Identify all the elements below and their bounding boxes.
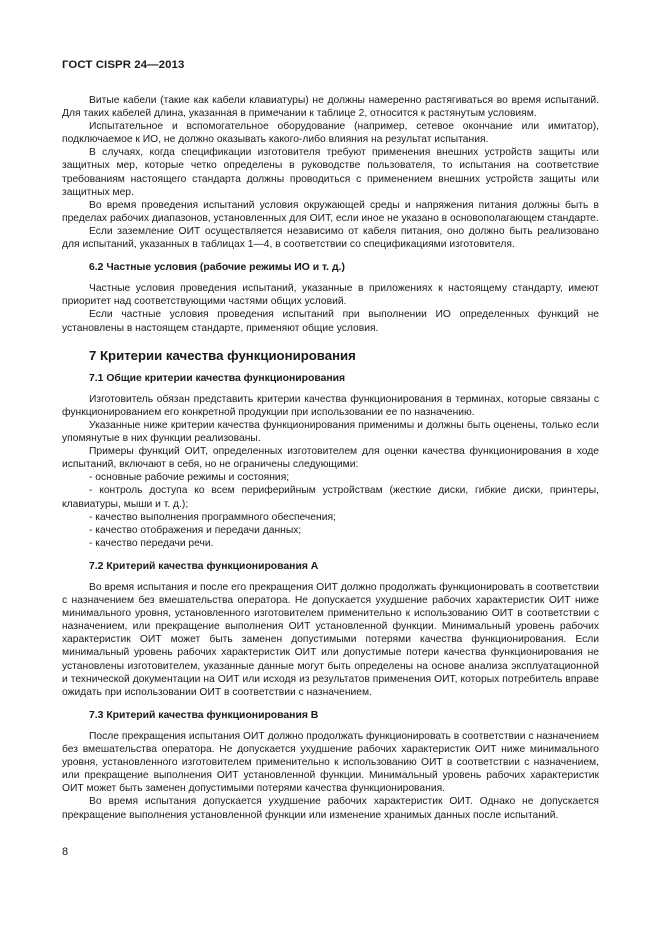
list-item: - контроль доступа ко всем периферийным устройствам (жесткие диски, гибкие диски, принтеры, клавиатуры, мыши и т. д.); [62, 485, 599, 510]
paragraph: Частные условия проведения испытаний, указанные в приложениях к настоящему стандарту, имеют приоритет над соответствующими частями общих условий. [62, 283, 599, 308]
paragraph: Изготовитель обязан представить критерии качества функционирования в терминах, которые связаны с функционированием его конкретной продукции при использовании ее по назначению. [62, 393, 599, 418]
section-heading-7-1: 7.1 Общие критерии качества функционирования [89, 372, 346, 384]
paragraph: Во время испытания допускается ухудшение рабочих характеристик ОИТ. Однако не допускается прекращение выполнения установленной функции или изменение хранимых данных после испытаний. [62, 796, 599, 821]
section-heading-7-2: 7.2 Критерий качества функционирования А [89, 560, 319, 572]
section-heading-7-3: 7.3 Критерий качества функционирования В [89, 709, 319, 721]
paragraph: Во время испытания и после его прекращения ОИТ должно продолжать функционировать в соответствии с назначением без вмешательства оператора. Не допускается ухудшение рабочих характеристик ОИТ ниже минимального уровня, установленного изготовителем применительно к использованию ОИТ в соответствии с назначением, или прекращение выполнения ОИТ установленной функции. Минимальный уровень рабочих характеристик ОИТ может быть заменен допустимыми потерями качества функционирования. Если минимальный уровень рабочих характеристик ОИТ или допустимые потери качества функционирования не установлены изготовителем, указанные данные могут быть определены на основе анализа эксплуатационной и технической документации на ОИТ или исходя из результатов применения ОИТ, которых потребитель вправе ожидать при использовании ОИТ в соответствии с назначением. [62, 582, 599, 698]
list-item: - качество передачи речи. [89, 537, 214, 549]
paragraph: После прекращения испытания ОИТ должно продолжать функционировать в соответствии с назначением без вмешательства оператора. Не допускается ухудшение рабочих характеристик ОИТ ниже минимального уровня, установленного изготовителем применительно к использованию ОИТ в соответствии с назначением, или прекращение выполнения ОИТ установленной функции. Минимальный уровень рабочих характеристик ОИТ может быть заменен допустимыми потерями качества функционирования. [62, 730, 599, 795]
paragraph: Если заземление ОИТ осуществляется независимо от кабеля питания, оно должно быть реализовано для испытаний, указанных в таблицах 1—4, в соответствии со спецификациями изготовителя. [62, 225, 599, 251]
document-header: ГОСТ CISPR 24—2013 [62, 59, 185, 71]
paragraph: Указанные ниже критерии качества функционирования применимы и должны быть оценены, только если упомянутые в них функции реализованы. [62, 419, 599, 445]
section-heading-6-2: 6.2 Частные условия (рабочие режимы ИО и т. д.) [89, 262, 345, 274]
section-heading-7: 7 Критерии качества функционирования [89, 347, 356, 363]
page-number: 8 [62, 846, 69, 858]
list-item: - качество выполнения программного обеспечения; [89, 511, 336, 523]
paragraph: В случаях, когда спецификации изготовителя требуют применения внешних устройств защиты или защитных мер, которые четко определены в руководстве пользователя, то испытания на соответствие требованиям настоящего стандарта должны проводиться с применением внешних устройств защиты или защитных мер. [62, 147, 599, 198]
paragraph: Примеры функций ОИТ, определенных изготовителем для оценки качества функционирования в ходе испытаний, включают в себя, но не ограничены следующими: [62, 446, 599, 471]
paragraph: Витые кабели (такие как кабели клавиатуры) не должны намеренно растягиваться во время испытаний. Для таких кабелей длина, указанная в примечании к таблице 2, относится к растянутым условиям. [62, 95, 599, 120]
paragraph: Во время проведения испытаний условия окружающей среды и напряжения питания должны быть в пределах рабочих диапазонов, установленных для ОИТ, если иное не указано в основополагающем стандарте. [62, 199, 599, 224]
paragraph: Если частные условия проведения испытаний при выполнении ИО определенных функций не установлены в настоящем стандарте, применяют общие условия. [62, 309, 599, 334]
list-item: - основные рабочие режимы и состояния; [89, 472, 290, 484]
document-body [62, 94, 599, 822]
paragraph: Испытательное и вспомогательное оборудование (например, сетевое окончание или имитатор), подключаемое к ИО, не должно оказывать какого-либо влияния на результат испытания. [62, 121, 599, 146]
list-item: - качество отображения и передачи данных; [89, 524, 302, 536]
